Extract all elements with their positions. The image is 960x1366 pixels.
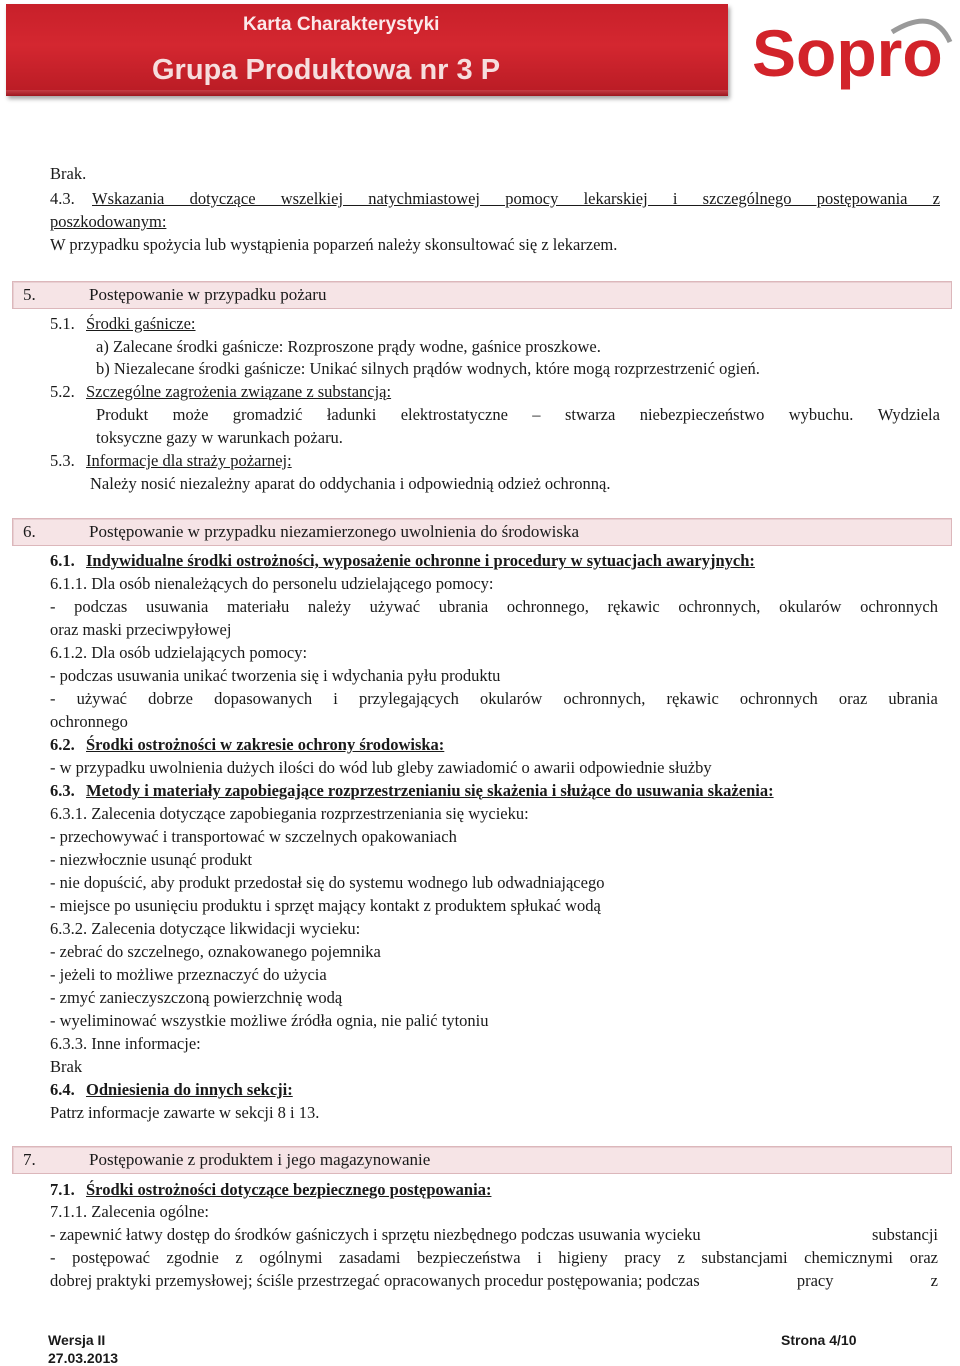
word: substancji [872, 1225, 938, 1244]
s633-heading: 6.3.3. Inne informacje: [50, 1034, 201, 1053]
product-group-title: Grupa Produktowa nr 3 P [152, 54, 501, 86]
word: usuwania [145, 597, 209, 616]
s64-title: Odniesienia do innych sekcji: [86, 1080, 293, 1099]
s53-title: Informacje dla straży pożarnej: [86, 451, 292, 470]
s62-title: Środki ostrożności w zakresie ochrony środowiska: [86, 735, 445, 754]
s631-line4: - miejsce po usunięciu produktu i sprzęt mający kontakt z produktem spłukać wodą [50, 896, 601, 915]
s52-number: 5.2. [50, 382, 75, 401]
s64-text: Patrz informacje zawarte w sekcji 8 i 13. [50, 1103, 320, 1122]
s43-title: Wskazania dotyczące wszelkiej natychmiastowej pomocy lekarskiej i szczególnego postępowania z [92, 189, 940, 208]
s52-line1 [96, 405, 940, 425]
word: - [50, 597, 56, 616]
word: dobrej praktyki przemysłowej; ściśle przestrzegać opracowanych procedur postępowania; podczas [50, 1271, 700, 1290]
footer-version: Wersja II [48, 1332, 106, 1348]
word: okularów [779, 597, 842, 616]
word: oraz [909, 1248, 938, 1267]
word: okularów [479, 689, 543, 708]
word: należy [307, 597, 351, 616]
s43-number: 4.3. [50, 189, 75, 208]
logo-wordmark: Sopro [752, 16, 943, 90]
s51-b: b) Niezalecane środki gaśnicze: Unikać silnych prądów wodnych, które mogą rozprzestrzenić ogień. [96, 359, 760, 378]
word: stwarza [564, 405, 616, 424]
word: materiału [226, 597, 290, 616]
s711-line2 [50, 1248, 938, 1268]
s53-text: Należy nosić niezależny aparat do oddychania i odpowiednią odzież ochronną. [90, 474, 611, 493]
word: z [677, 1248, 685, 1267]
section-5-bar [12, 281, 952, 309]
s632-line4: - wyeliminować wszystkie możliwe źródła ognia, nie palić tytoniu [50, 1011, 489, 1030]
s631-line2: - niezwłocznie usunąć produkt [50, 850, 253, 869]
word: niebezpieczeństwo [639, 405, 765, 424]
word: elektrostatyczne [400, 405, 508, 424]
s43-text: W przypadku spożycia lub wystąpienia poparzeń należy skonsultować się z lekarzem. [50, 235, 618, 254]
word: - [50, 1248, 56, 1267]
s632-line3: - zmyć zanieczyszczoną powierzchnię wodą [50, 988, 343, 1007]
word: ochronnych, [678, 597, 761, 616]
word: – [532, 405, 541, 424]
word: dobrze [148, 689, 194, 708]
word: wybuchu. [788, 405, 854, 424]
word: ładunki [326, 405, 377, 424]
section-5-title: Postępowanie w przypadku pożaru [89, 285, 327, 304]
section-7-title: Postępowanie z produktem i jego magazynowanie [89, 1150, 431, 1169]
word: postępować [72, 1248, 150, 1267]
s64-number: 6.4. [50, 1080, 75, 1099]
word: chemicznymi [804, 1248, 894, 1267]
word: z [930, 1271, 938, 1290]
word: - zapewnić łatwy dostęp do środków gaśniczych i sprzętu niezbędnego podczas usuwania wycieku [50, 1225, 701, 1244]
word: rękawic [666, 689, 719, 708]
s52-line2: toksyczne gazy w warunkach pożaru. [96, 428, 343, 447]
s631-line3: - nie dopuścić, aby produkt przedostał się do systemu wodnego lub odwadniającego [50, 873, 605, 892]
word: higieny [558, 1248, 608, 1267]
s632-line2: - jeżeli to możliwe przeznaczyć do użycia [50, 965, 327, 984]
s711-line1 [50, 1225, 938, 1245]
header-banner [6, 4, 728, 96]
footer-page-number: Strona 4/10 [781, 1332, 857, 1348]
s632-line1: - zebrać do szczelnego, oznakowanego pojemnika [50, 942, 381, 961]
word: ochronnego, [506, 597, 589, 616]
s611-line1 [50, 597, 938, 617]
word: z [235, 1248, 243, 1267]
word: ogólnymi [259, 1248, 323, 1267]
s631-heading: 6.3.1. Zalecenia dotyczące zapobiegania rozprzestrzeniania się wycieku: [50, 804, 529, 823]
section-6-bar [12, 518, 952, 546]
word: ubrania [438, 597, 489, 616]
s51-title: Środki gaśnicze: [86, 314, 196, 333]
word: substancjami [701, 1248, 788, 1267]
word: ochronnych, [563, 689, 646, 708]
s43-title-cont: poszkodowanym: [50, 212, 167, 231]
section-6-number: 6. [23, 522, 36, 541]
word: przylegających [359, 689, 459, 708]
s62-number: 6.2. [50, 735, 75, 754]
word: ochronnych [739, 689, 818, 708]
s612-line2 [50, 689, 938, 709]
s53-number: 5.3. [50, 451, 75, 470]
s71-title: Środki ostrożności dotyczące bezpiecznego postępowania: [86, 1180, 492, 1199]
word: ubrania [888, 689, 938, 708]
word: pracy [796, 1271, 834, 1290]
word: bezpieczeństwa [417, 1248, 521, 1267]
s611-heading: 6.1.1. Dla osób nienależących do personelu udzielającego pomocy: [50, 574, 494, 593]
word: zgodnie [166, 1248, 219, 1267]
section-7-number: 7. [23, 1150, 36, 1169]
s71-number: 7.1. [50, 1180, 75, 1199]
word: używać [76, 689, 127, 708]
s61-title: Indywidualne środki ostrożności, wyposażenie ochronne i procedury w sytuacjach awaryjnych: [86, 551, 755, 570]
s51-a: a) Zalecane środki gaśnicze: Rozproszone prądy wodne, gaśnice proszkowe. [96, 337, 601, 356]
word: gromadzić [232, 405, 303, 424]
section-5-number: 5. [23, 285, 36, 304]
s633-text: Brak [50, 1057, 83, 1076]
s62-text: - w przypadku uwolnienia dużych ilości do wód lub gleby zawiadomić o awarii odpowiednie służby [50, 758, 712, 777]
word: zasadami [339, 1248, 401, 1267]
s611-line2: oraz maski przeciwpyłowej [50, 620, 232, 639]
s61-number: 6.1. [50, 551, 75, 570]
section-6-title: Postępowanie w przypadku niezamierzonego uwolnienia do środowiska [89, 522, 580, 541]
s612-line3: ochronnego [50, 712, 128, 731]
word: rękawic [607, 597, 660, 616]
word: Wydziela [877, 405, 940, 424]
footer-date: 27.03.2013 [48, 1350, 119, 1366]
s63-title: Metody i materiały zapobiegające rozprzestrzenianiu się skażenia i służące do usuwania skażenia: [86, 781, 774, 800]
word: używać [369, 597, 421, 616]
section-7-bar [12, 1146, 952, 1174]
document-type-title: Karta Charakterystyki [243, 14, 440, 35]
s711-line3 [50, 1271, 938, 1291]
word: podczas [74, 597, 128, 616]
word: może [172, 405, 209, 424]
s51-number: 5.1. [50, 314, 75, 333]
s631-line1: - przechowywać i transportować w szczelnych opakowaniach [50, 827, 457, 846]
s612-line1: - podczas usuwania unikać tworzenia się i wdychania pyłu produktu [50, 666, 501, 685]
word: pracy [624, 1248, 661, 1267]
s632-heading: 6.3.2. Zalecenia dotyczące likwidacji wycieku: [50, 919, 361, 938]
word: - [50, 689, 56, 708]
s612-heading: 6.1.2. Dla osób udzielających pomocy: [50, 643, 308, 662]
s63-number: 6.3. [50, 781, 75, 800]
s52-title: Szczególne zagrożenia związane z substancją: [86, 382, 392, 401]
word: Produkt [96, 405, 149, 424]
word: i [333, 689, 338, 708]
word: ochronnych [860, 597, 938, 616]
word: i [537, 1248, 542, 1267]
word: dopasowanych [214, 689, 313, 708]
s711-heading: 7.1.1. Zalecenia ogólne: [50, 1202, 209, 1221]
text-brak: Brak. [50, 164, 87, 183]
sopro-logo [744, 12, 954, 92]
word: oraz [838, 689, 868, 708]
